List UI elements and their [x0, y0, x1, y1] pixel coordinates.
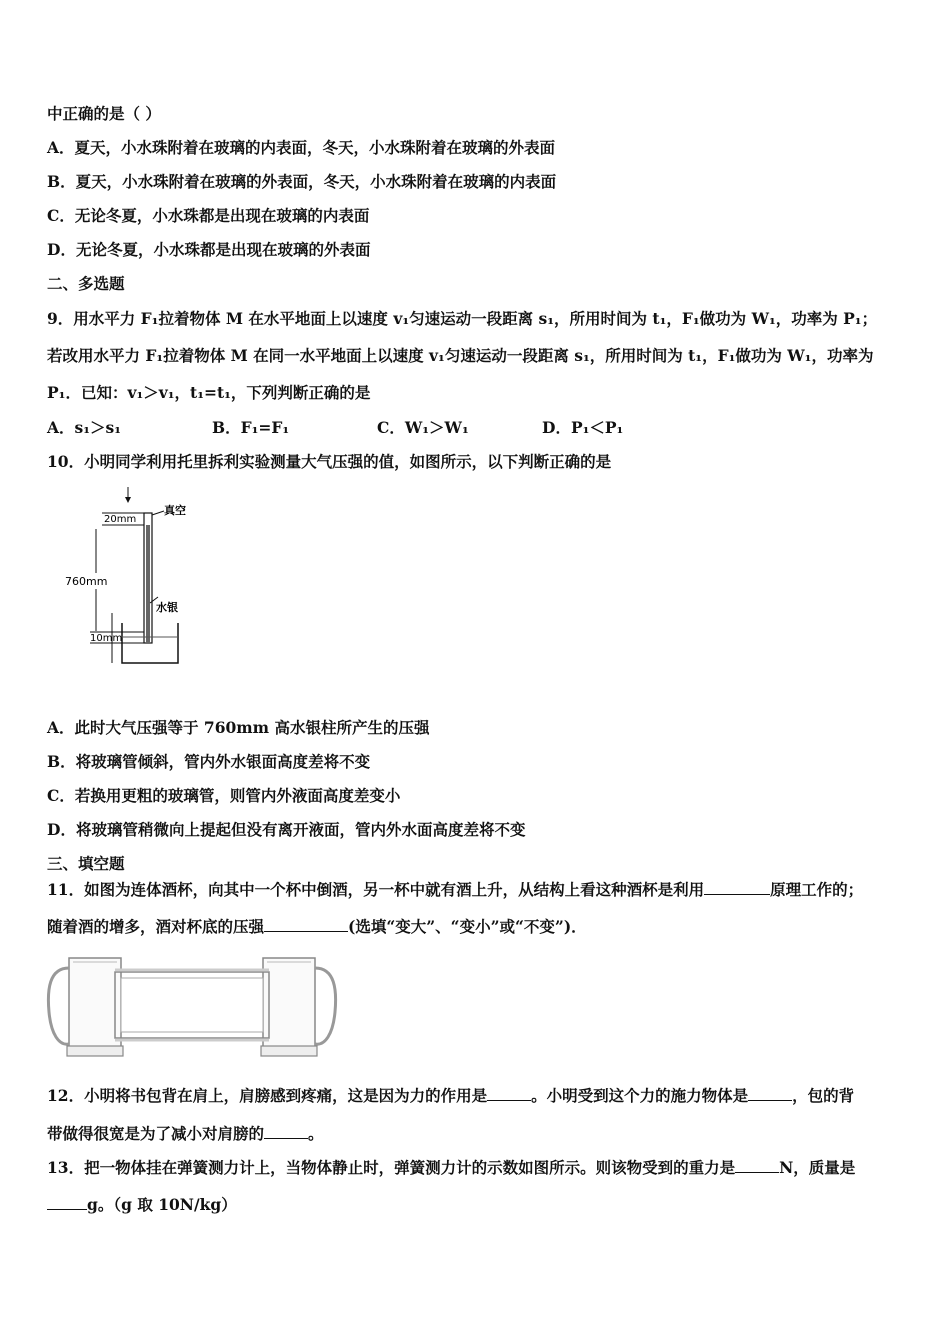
q12-line-1: [47, 1086, 854, 1106]
left-cup-base: [67, 1046, 123, 1056]
q10-option-d: D．将玻璃管稍微向上提起但没有离开液面，管内外水面高度差将不变: [47, 820, 526, 839]
q13-line-1-text: 13．把一物体挂在弹簧测力计上，当物体静止时，弹簧测力计的示数如图所示。则该物受到的重力是: [47, 1158, 736, 1177]
q13-blank-1: [735, 1158, 779, 1173]
q8-option-b: B．夏天，小水珠附着在玻璃的外表面，冬天，小水珠附着在玻璃的内表面: [47, 172, 557, 191]
q11-line-1-text: 11．如图为连体酒杯，向其中一个杯中倒酒，另一杯中就有酒上升，从结构上看这种酒杯是利用: [47, 880, 705, 899]
q13-line-2-tail: g。（g 取 10N/kg）: [87, 1195, 237, 1214]
label-20mm: 20mm: [104, 514, 137, 525]
q12-line-2: [47, 1124, 324, 1144]
q9-option-d: D．P₁＜P₁: [542, 418, 624, 437]
q12-line-2-tail: 。: [308, 1124, 324, 1143]
label-10mm: 10mm: [90, 633, 123, 644]
top-arrow-head: [125, 497, 131, 503]
q9-line-3: P₁．已知：v₁＞v₁，t₁=t₁，下列判断正确的是: [47, 383, 371, 402]
q10-stem: 10．小明同学利用托里拆利实验测量大气压强的值，如图所示，以下判断正确的是: [47, 452, 612, 471]
torricelli-figure: [60, 485, 210, 675]
q13-blank-2: [47, 1195, 87, 1210]
connector-inner: [121, 978, 263, 1032]
label-vacuum: 真空: [164, 504, 186, 517]
q12-line-2-text: 带做得很宽是为了减小对肩膀的: [47, 1124, 265, 1143]
right-cup-base: [261, 1046, 317, 1056]
q11-line-2: [47, 917, 587, 937]
left-cup-body: [69, 958, 121, 1050]
q12-blank-2: [748, 1086, 792, 1101]
q11-line-2-tail: (选填“变大”、“变小”或“不变”)．: [348, 917, 587, 936]
q9-line-2: 若改用水平力 F₁拉着物体 M 在同一水平地面上以速度 v₁匀速运动一段距离 s₁，所用时间为 t₁，F₁做功为 W₁，功率为: [47, 346, 874, 365]
q12-line-1-text: 12．小明将书包背在肩上，肩膀感到疼痛，这是因为力的作用是: [47, 1086, 488, 1105]
connected-cups-figure: [45, 950, 340, 1062]
q12-line-1-mid: 。小明受到这个力的施力物体是: [531, 1086, 749, 1105]
q8-option-a: A．夏天，小水珠附着在玻璃的内表面，冬天，小水珠附着在玻璃的外表面: [47, 138, 556, 157]
label-760mm: 760mm: [65, 575, 108, 588]
q11-line-2-text: 随着酒的增多，酒对杯底的压强: [47, 917, 265, 936]
vacuum-pointer: [152, 511, 164, 515]
right-cup-body: [263, 958, 315, 1050]
q11-line-1: [47, 880, 863, 900]
q8-stem-tail: 中正确的是（ ）: [47, 104, 161, 123]
section-title-fill-blank: 三、填空题: [47, 854, 125, 873]
q13-line-2: [47, 1195, 237, 1215]
mercury-column: [146, 525, 150, 643]
q13-line-1-tail: N，质量是: [779, 1158, 856, 1177]
q8-option-c: C．无论冬夏，小水珠都是出现在玻璃的内表面: [47, 206, 370, 225]
q10-option-c: C．若换用更粗的玻璃管，则管内外液面高度差变小: [47, 786, 401, 805]
section-title-multi-choice: 二、多选题: [47, 274, 125, 293]
q9-line-1: 9．用水平力 F₁拉着物体 M 在水平地面上以速度 v₁匀速运动一段距离 s₁，所用时间为 t₁，F₁做功为 W₁，功率为 P₁；: [47, 309, 878, 328]
q9-option-b: B．F₁=F₁: [212, 418, 290, 437]
right-cup-handle: [315, 968, 336, 1044]
q9-option-a: A．s₁＞s₁: [47, 418, 122, 437]
left-cup-handle: [48, 968, 69, 1044]
q11-blank-2: [264, 917, 348, 932]
q11-line-1-tail: 原理工作的；: [770, 880, 864, 899]
q12-blank-3: [264, 1124, 308, 1139]
q10-option-b: B．将玻璃管倾斜，管内外水银面高度差将不变: [47, 752, 371, 771]
q13-line-1: [47, 1158, 855, 1178]
q10-option-a: A．此时大气压强等于 760mm 高水银柱所产生的压强: [47, 718, 430, 737]
q8-option-d: D．无论冬夏，小水珠都是出现在玻璃的外表面: [47, 240, 371, 259]
label-mercury: 水银: [156, 601, 178, 614]
q11-blank-1: [704, 880, 770, 895]
q12-line-1-tail: ，包的背: [792, 1086, 855, 1105]
q12-blank-1: [487, 1086, 531, 1101]
q9-option-c: C．W₁＞W₁: [377, 418, 469, 437]
